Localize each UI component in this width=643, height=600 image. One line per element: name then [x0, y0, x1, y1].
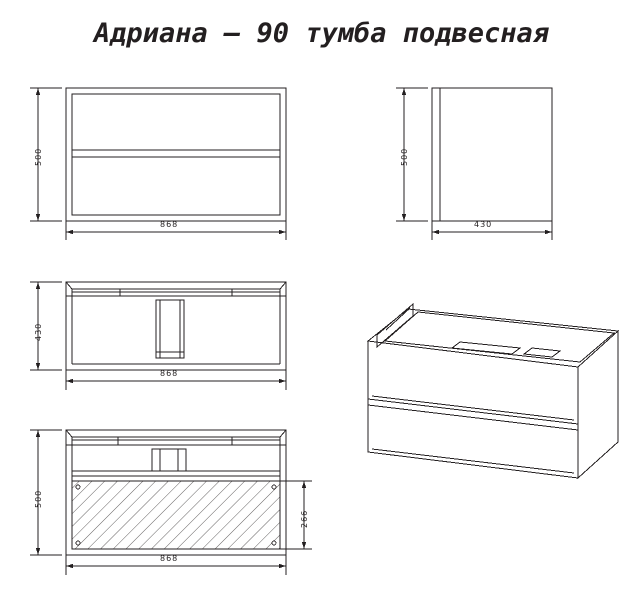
bottom-view-height-label: 500	[34, 489, 43, 508]
front-view-width-label: 868	[160, 220, 179, 229]
isometric-view-geometry	[368, 304, 618, 478]
top-view-dimensions	[30, 282, 286, 390]
top-view-geometry	[66, 282, 286, 370]
front-view-dimensions	[30, 88, 286, 240]
bottom-view-width-label: 868	[160, 554, 179, 563]
side-view-height-label: 500	[400, 147, 409, 166]
front-view-geometry	[66, 88, 286, 221]
bottom-view-hatch	[72, 481, 280, 549]
bottom-view-inner-label: 266	[300, 509, 309, 528]
top-view-height-label: 430	[34, 322, 43, 341]
side-view-geometry	[432, 88, 552, 221]
front-view-height-label: 500	[34, 147, 43, 166]
side-view-dimensions	[396, 88, 552, 240]
page-title: Адриана — 90 тумба подвесная	[93, 18, 550, 49]
side-view-width-label: 430	[474, 220, 493, 229]
top-view-width-label: 868	[160, 369, 179, 378]
